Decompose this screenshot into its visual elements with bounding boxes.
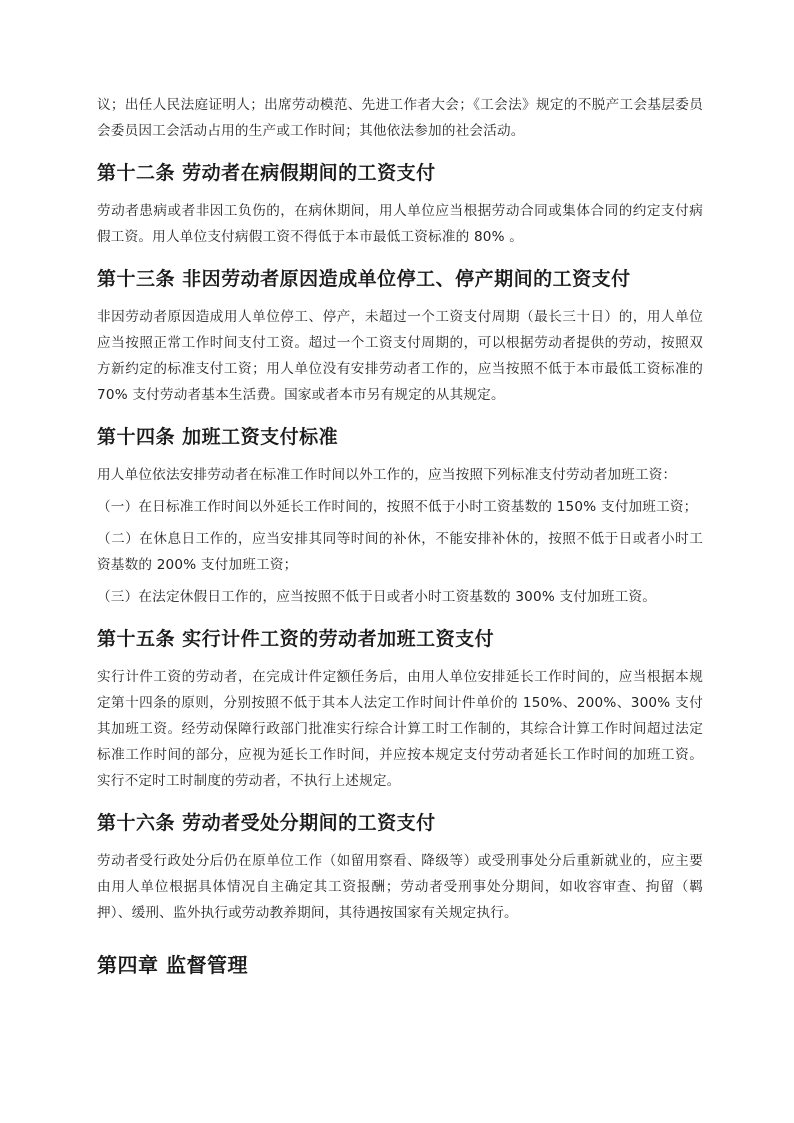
section-article-13 bbox=[97, 264, 703, 408]
article-12-paragraph: 劳动者患病或者非因工负伤的，在病休期间，用人单位应当根据劳动合同或集体合同的约定支付病假工资。用人单位支付病假工资不得低于本市最低工资标准的 80% 。 bbox=[97, 203, 703, 245]
article-16-heading: 第十六条 劳动者受处分期间的工资支付 bbox=[97, 812, 436, 834]
section-article-16 bbox=[97, 808, 703, 926]
section-article-14 bbox=[97, 422, 703, 610]
article-13-paragraph: 非因劳动者原因造成用人单位停工、停产，未超过一个工资支付周期（最长三十日）的，用人单位应当按照正常工作时间支付工资。超过一个工资支付周期的，可以根据劳动者提供的劳动，按照双方新约定的标准支付工资；用人单位没有安排劳动者工作的，应当按照不低于本市最低工资标准的 70% 支付劳动者基本生活费。国家或者本市另有规定的从其规定。 bbox=[97, 309, 703, 403]
article-13-heading: 第十三条 非因劳动者原因造成单位停工、停产期间的工资支付 bbox=[97, 268, 631, 290]
article-16-paragraph: 劳动者受行政处分后仍在原单位工作（如留用察看、降级等）或受刑事处分后重新就业的，应主要由用人单位根据具体情况自主确定其工资报酬；劳动者受刑事处分期间，如收容审查、拘留（羁押）、缓刑、监外执行或劳动教养期间，其待遇按国家有关规定执行。 bbox=[97, 853, 703, 921]
intro-paragraph: 议；出任人民法庭证明人；出席劳动模范、先进工作者大会；《工会法》规定的不脱产工会基层委员会委员因工会活动占用的生产或工作时间；其他依法参加的社会活动。 bbox=[97, 97, 703, 139]
article-14-paragraph-intro: 用人单位依法安排劳动者在标准工作时间以外工作的，应当按照下列标准支付劳动者加班工资： bbox=[97, 467, 677, 483]
article-14-item-2: （二）在休息日工作的，应当安排其同等时间的补休，不能安排补休的，按照不低于日或者小时工资基数的 200% 支付加班工资； bbox=[97, 531, 703, 573]
chapter-4 bbox=[97, 950, 703, 980]
section-article-15 bbox=[97, 624, 703, 794]
section-article-12 bbox=[97, 158, 703, 250]
article-14-item-1: （一）在日标准工作时间以外延长工作时间的，按照不低于小时工资基数的 150% 支付加班工资； bbox=[97, 499, 698, 515]
article-15-paragraph: 实行计件工资的劳动者，在完成计件定额任务后，由用人单位安排延长工作时间的，应当根据本规定第十四条的原则，分别按照不低于其本人法定工作时间计件单价的 150%、200%、300% 支付其加班工资。经劳动保障行政部门批准实行综合计算工时工作制的，其综合计算工作时间超过法定标准工作时间的部分，应视为延长工作时间，并应按本规定支付劳动者延长工作时间的加班工资。实行不定时工时制度的劳动者，不执行上述规定。 bbox=[97, 669, 703, 789]
article-14-item-3: （三）在法定休假日工作的，应当按照不低于日或者小时工资基数的 300% 支付加班工资。 bbox=[97, 589, 657, 605]
article-12-heading: 第十二条 劳动者在病假期间的工资支付 bbox=[97, 162, 436, 184]
document-page bbox=[97, 92, 703, 980]
article-15-heading: 第十五条 实行计件工资的劳动者加班工资支付 bbox=[97, 628, 495, 650]
chapter-4-heading: 第四章 监督管理 bbox=[97, 953, 248, 977]
article-14-heading: 第十四条 加班工资支付标准 bbox=[97, 426, 339, 448]
